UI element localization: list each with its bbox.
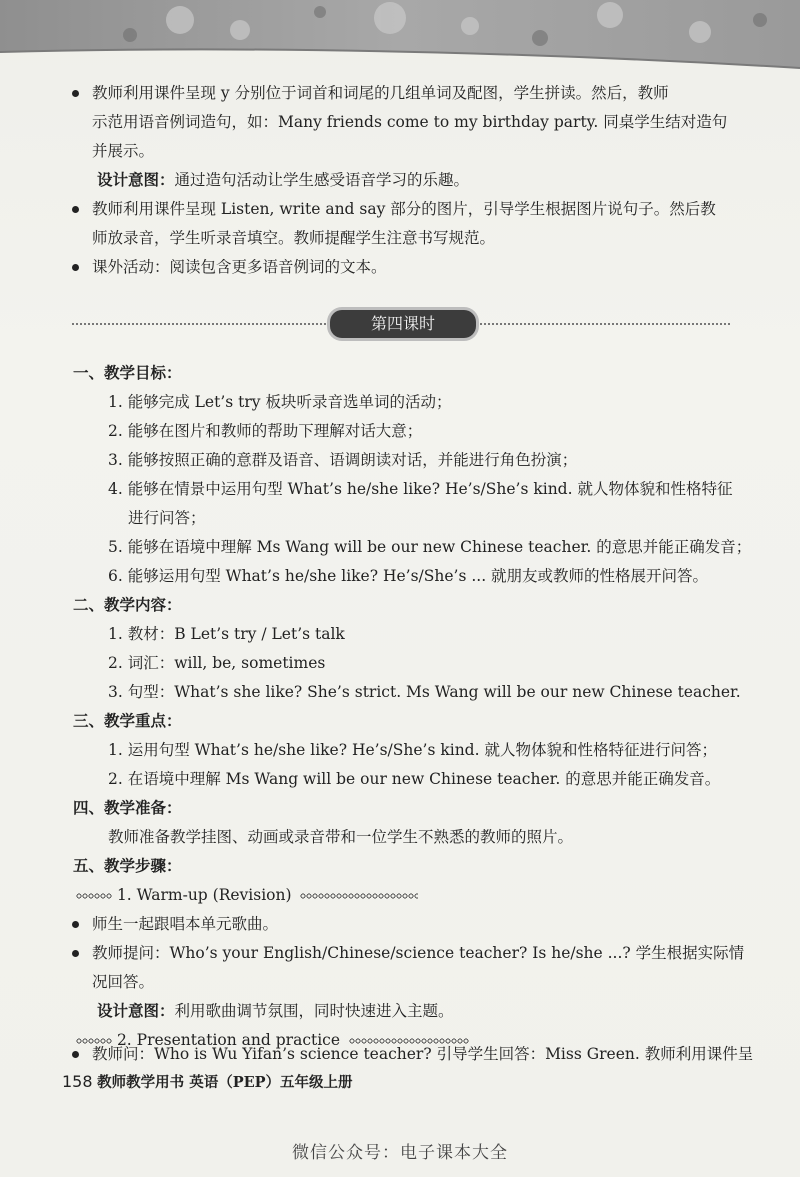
steps-heading: 五、教学步骤： [73, 856, 182, 875]
page-footer [62, 1071, 353, 1092]
objective-item: 6. 能够运用句型 What’s he/she like? He’s/She’s ... 就朋友或教师的性格展开问答。 [108, 567, 709, 585]
bullet-listen-l1: 教师利用课件呈现 Listen, write and say 部分的图片，引导学生根据图片说句子。然后教 [92, 200, 716, 218]
keypoint-item: 1. 运用句型 What’s he/she like? He’s/She’s kind. 就人物体貌和性格特征进行问答； [108, 741, 717, 759]
bullet-phonics-l3: 并展示。 [92, 142, 155, 160]
design-intent-1 [97, 170, 469, 190]
step1-label: 1. Warm-up (Revision) [116, 886, 292, 904]
dotted-rule [300, 893, 418, 899]
design-intent-text: 利用歌曲调节氛围，同时快速进入主题。 [174, 1002, 454, 1020]
objective-item: 2. 能够在图片和教师的帮助下理解对话大意； [108, 422, 423, 440]
objective-item-cont: 进行问答； [128, 509, 206, 527]
keypoint-item: 2. 在语境中理解 Ms Wang will be our new Chinese teacher. 的意思并能正确发音。 [108, 770, 721, 788]
lesson-title: 第四课时 [330, 310, 476, 338]
step1-bullet-sing: 师生一起跟唱本单元歌曲。 [92, 915, 279, 933]
objective-item: 5. 能够在语境中理解 Ms Wang will be our new Chinese teacher. 的意思并能正确发音； [108, 538, 752, 556]
bullet-listen-l2: 师放录音，学生听录音填空。教师提醒学生注意书写规范。 [92, 229, 496, 247]
keypoints-heading: 三、教学重点： [73, 711, 182, 730]
step2-bullet-ask: 教师问：Who is Wu Yifan’s science teacher? 引导学生回答：Miss Green. 教师利用课件呈 [92, 1045, 754, 1063]
design-intent-text: 通过造句活动让学生感受语音学习的乐趣。 [174, 171, 470, 189]
objective-item: 3. 能够按照正确的意群及语音、语调朗读对话，并能进行角色扮演； [108, 451, 578, 469]
bullet-phonics-l2: 示范用语音例词造句，如：Many friends come to my birthday party. 同桌学生结对造句 [92, 113, 728, 131]
preparation-text: 教师准备教学挂图、动画或录音带和一位学生不熟悉的教师的照片。 [108, 828, 574, 846]
bullet-phonics-l1: 教师利用课件呈现 y 分别位于词首和词尾的几组单词及配图，学生拼读。然后，教师 [92, 84, 669, 102]
preparation-heading: 四、教学准备： [73, 798, 182, 817]
step1-bullet-ask-l1: 教师提问：Who’s your English/Chinese/science teacher? Is he/she ...? 学生根据实际情 [92, 944, 745, 962]
step1-bullet-ask-l2: 况回答。 [92, 973, 155, 991]
objectives-heading: 一、教学目标： [73, 363, 182, 382]
page-number: 158 [62, 1072, 93, 1091]
book-title: 教师教学用书 英语（PEP）五年级上册 [97, 1074, 353, 1091]
step2-label: 2. Presentation and practice [116, 1031, 341, 1049]
design-intent-label: 设计意图： [97, 1001, 175, 1020]
dotted-rule [76, 893, 112, 899]
decorative-header-image [0, 0, 800, 80]
step1-heading [72, 885, 418, 905]
bullet-extracurricular: 课外活动：阅读包含更多语音例词的文本。 [92, 258, 387, 276]
content-item: 1. 教材：B Let’s try / Let’s talk [108, 625, 345, 643]
objective-item: 4. 能够在情景中运用句型 What’s he/she like? He’s/She’s kind. 就人物体貌和性格特征 [108, 480, 733, 498]
objective-item: 1. 能够完成 Let’s try 板块听录音选单词的活动； [108, 393, 452, 411]
watermark: 微信公众号：电子课本大全 [292, 1143, 508, 1163]
design-intent-label: 设计意图： [97, 170, 175, 189]
content-item: 2. 词汇：will, be, sometimes [108, 654, 326, 672]
content-item: 3. 句型：What’s she like? She’s strict. Ms Wang will be our new Chinese teacher. [108, 683, 741, 701]
design-intent-2 [97, 1001, 454, 1021]
content-heading: 二、教学内容： [73, 595, 182, 614]
